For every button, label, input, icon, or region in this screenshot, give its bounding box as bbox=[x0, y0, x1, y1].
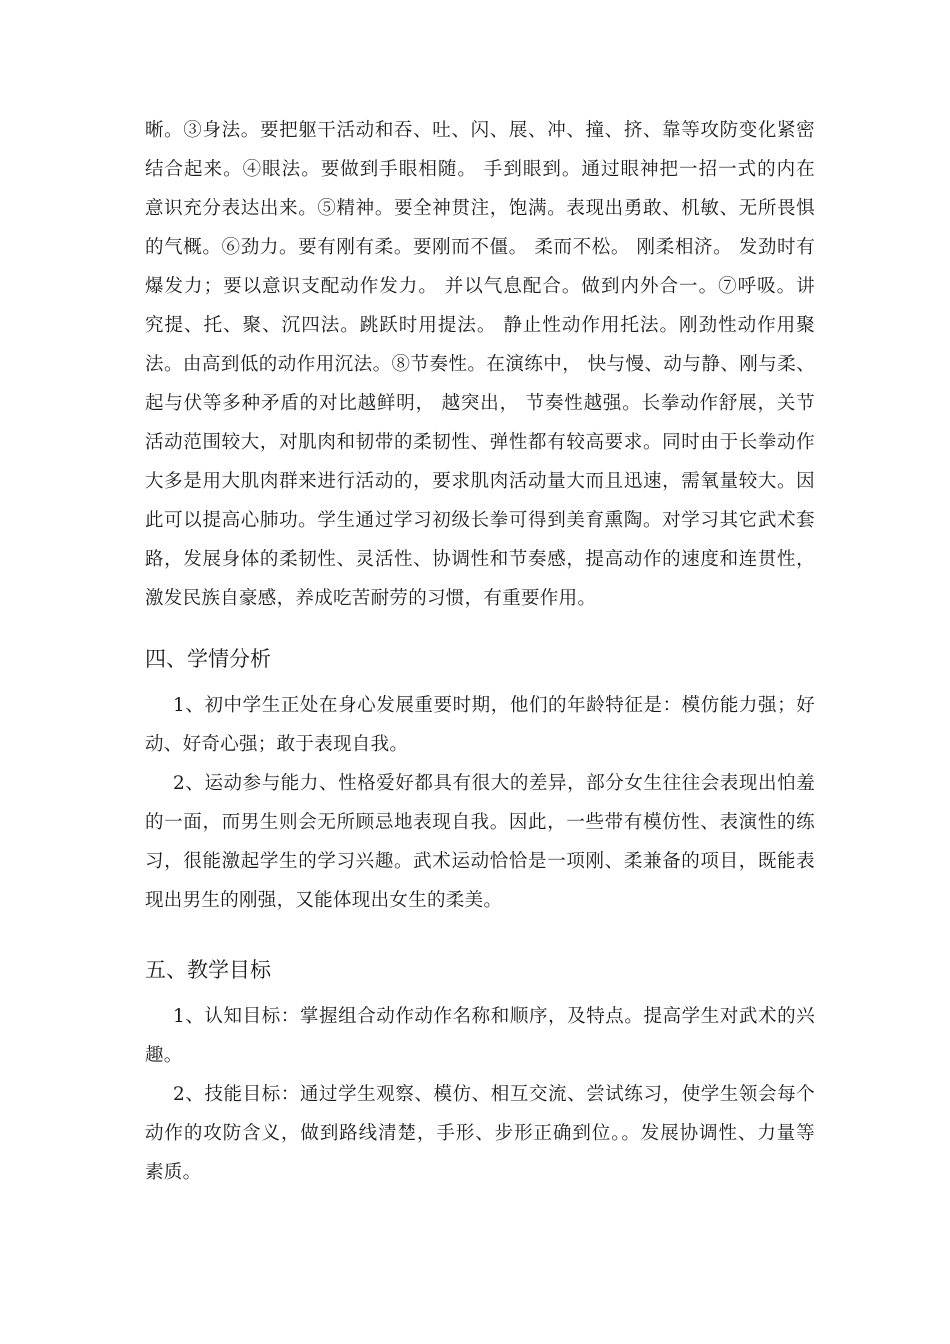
text-line: 活动范围较大，对肌肉和韧带的柔韧性、弹性都有较高要求。同时由于长拳动作 bbox=[145, 432, 815, 453]
text-line: 激发民族自豪感，养成吃苦耐劳的习惯，有重要作用。 bbox=[145, 588, 597, 609]
text-line: 结合起来。④眼法。要做到手眼相随。 手到眼到。通过眼神把一招一式的内在 bbox=[145, 159, 815, 180]
text-line: 1、初中学生正处在身心发展重要时期，他们的年龄特征是：模仿能力强；好 bbox=[173, 695, 815, 716]
section-heading-teaching-goals: 五、教学目标 bbox=[145, 958, 271, 982]
text-line: 晰。③身法。要把躯干活动和吞、吐、闪、展、冲、撞、挤、靠等攻防变化紧密 bbox=[145, 120, 815, 141]
text-line: 的气概。⑥劲力。要有刚有柔。要刚而不僵。 柔而不松。 刚柔相济。 发劲时有 bbox=[145, 237, 815, 258]
text-line: 2、运动参与能力、性格爱好都具有很大的差异，部分女生往往会表现出怕羞 bbox=[173, 773, 815, 794]
text-line: 现出男生的刚强，又能体现出女生的柔美。 bbox=[145, 890, 503, 911]
text-line: 究提、托、聚、沉四法。跳跃时用提法。 静止性动作用托法。刚劲性动作用聚 bbox=[145, 315, 815, 336]
text-line: 意识充分表达出来。⑤精神。要全神贯注，饱满。表现出勇敢、机敏、无所畏惧 bbox=[145, 198, 815, 219]
text-line: 起与伏等多种矛盾的对比越鲜明， 越突出， 节奏性越强。长拳动作舒展，关节 bbox=[145, 393, 815, 414]
text-line: 习，很能激起学生的学习兴趣。武术运动恰恰是一项刚、柔兼备的项目，既能表 bbox=[145, 851, 815, 872]
text-line: 此可以提高心肺功。学生通过学习初级长拳可得到美育熏陶。对学习其它武术套 bbox=[145, 510, 815, 531]
text-line: 大多是用大肌肉群来进行活动的，要求肌肉活动量大而且迅速，需氧量较大。因 bbox=[145, 471, 815, 492]
student-analysis-body bbox=[145, 686, 815, 920]
teaching-goals-body bbox=[145, 997, 815, 1192]
text-line: 动作的攻防含义，做到路线清楚，手形、步形正确到位。。发展协调性、力量等 bbox=[145, 1123, 815, 1144]
text-line: 的一面，而男生则会无所顾忌地表现自我。因此，一些带有模仿性、表演性的练 bbox=[145, 812, 815, 833]
intro-paragraph bbox=[145, 111, 815, 618]
section-heading-student-analysis: 四、学情分析 bbox=[145, 647, 271, 671]
text-line: 素质。 bbox=[145, 1162, 202, 1183]
text-line: 1、认知目标：掌握组合动作动作名称和顺序，及特点。提高学生对武术的兴 bbox=[173, 1006, 815, 1027]
text-line: 路，发展身体的柔韧性、灵活性、协调性和节奏感，提高动作的速度和连贯性， bbox=[145, 549, 815, 570]
text-line: 趣。 bbox=[145, 1045, 183, 1066]
text-line: 2、技能目标：通过学生观察、模仿、相互交流、尝试练习，使学生领会每个 bbox=[173, 1084, 815, 1105]
text-line: 法。由高到低的动作用沉法。⑧节奏性。在演练中， 快与慢、动与静、刚与柔、 bbox=[145, 354, 815, 375]
text-line: 爆发力；要以意识支配动作发力。 并以气息配合。做到内外合一。⑦呼吸。讲 bbox=[145, 276, 815, 297]
text-line: 动、好奇心强；敢于表现自我。 bbox=[145, 734, 409, 755]
